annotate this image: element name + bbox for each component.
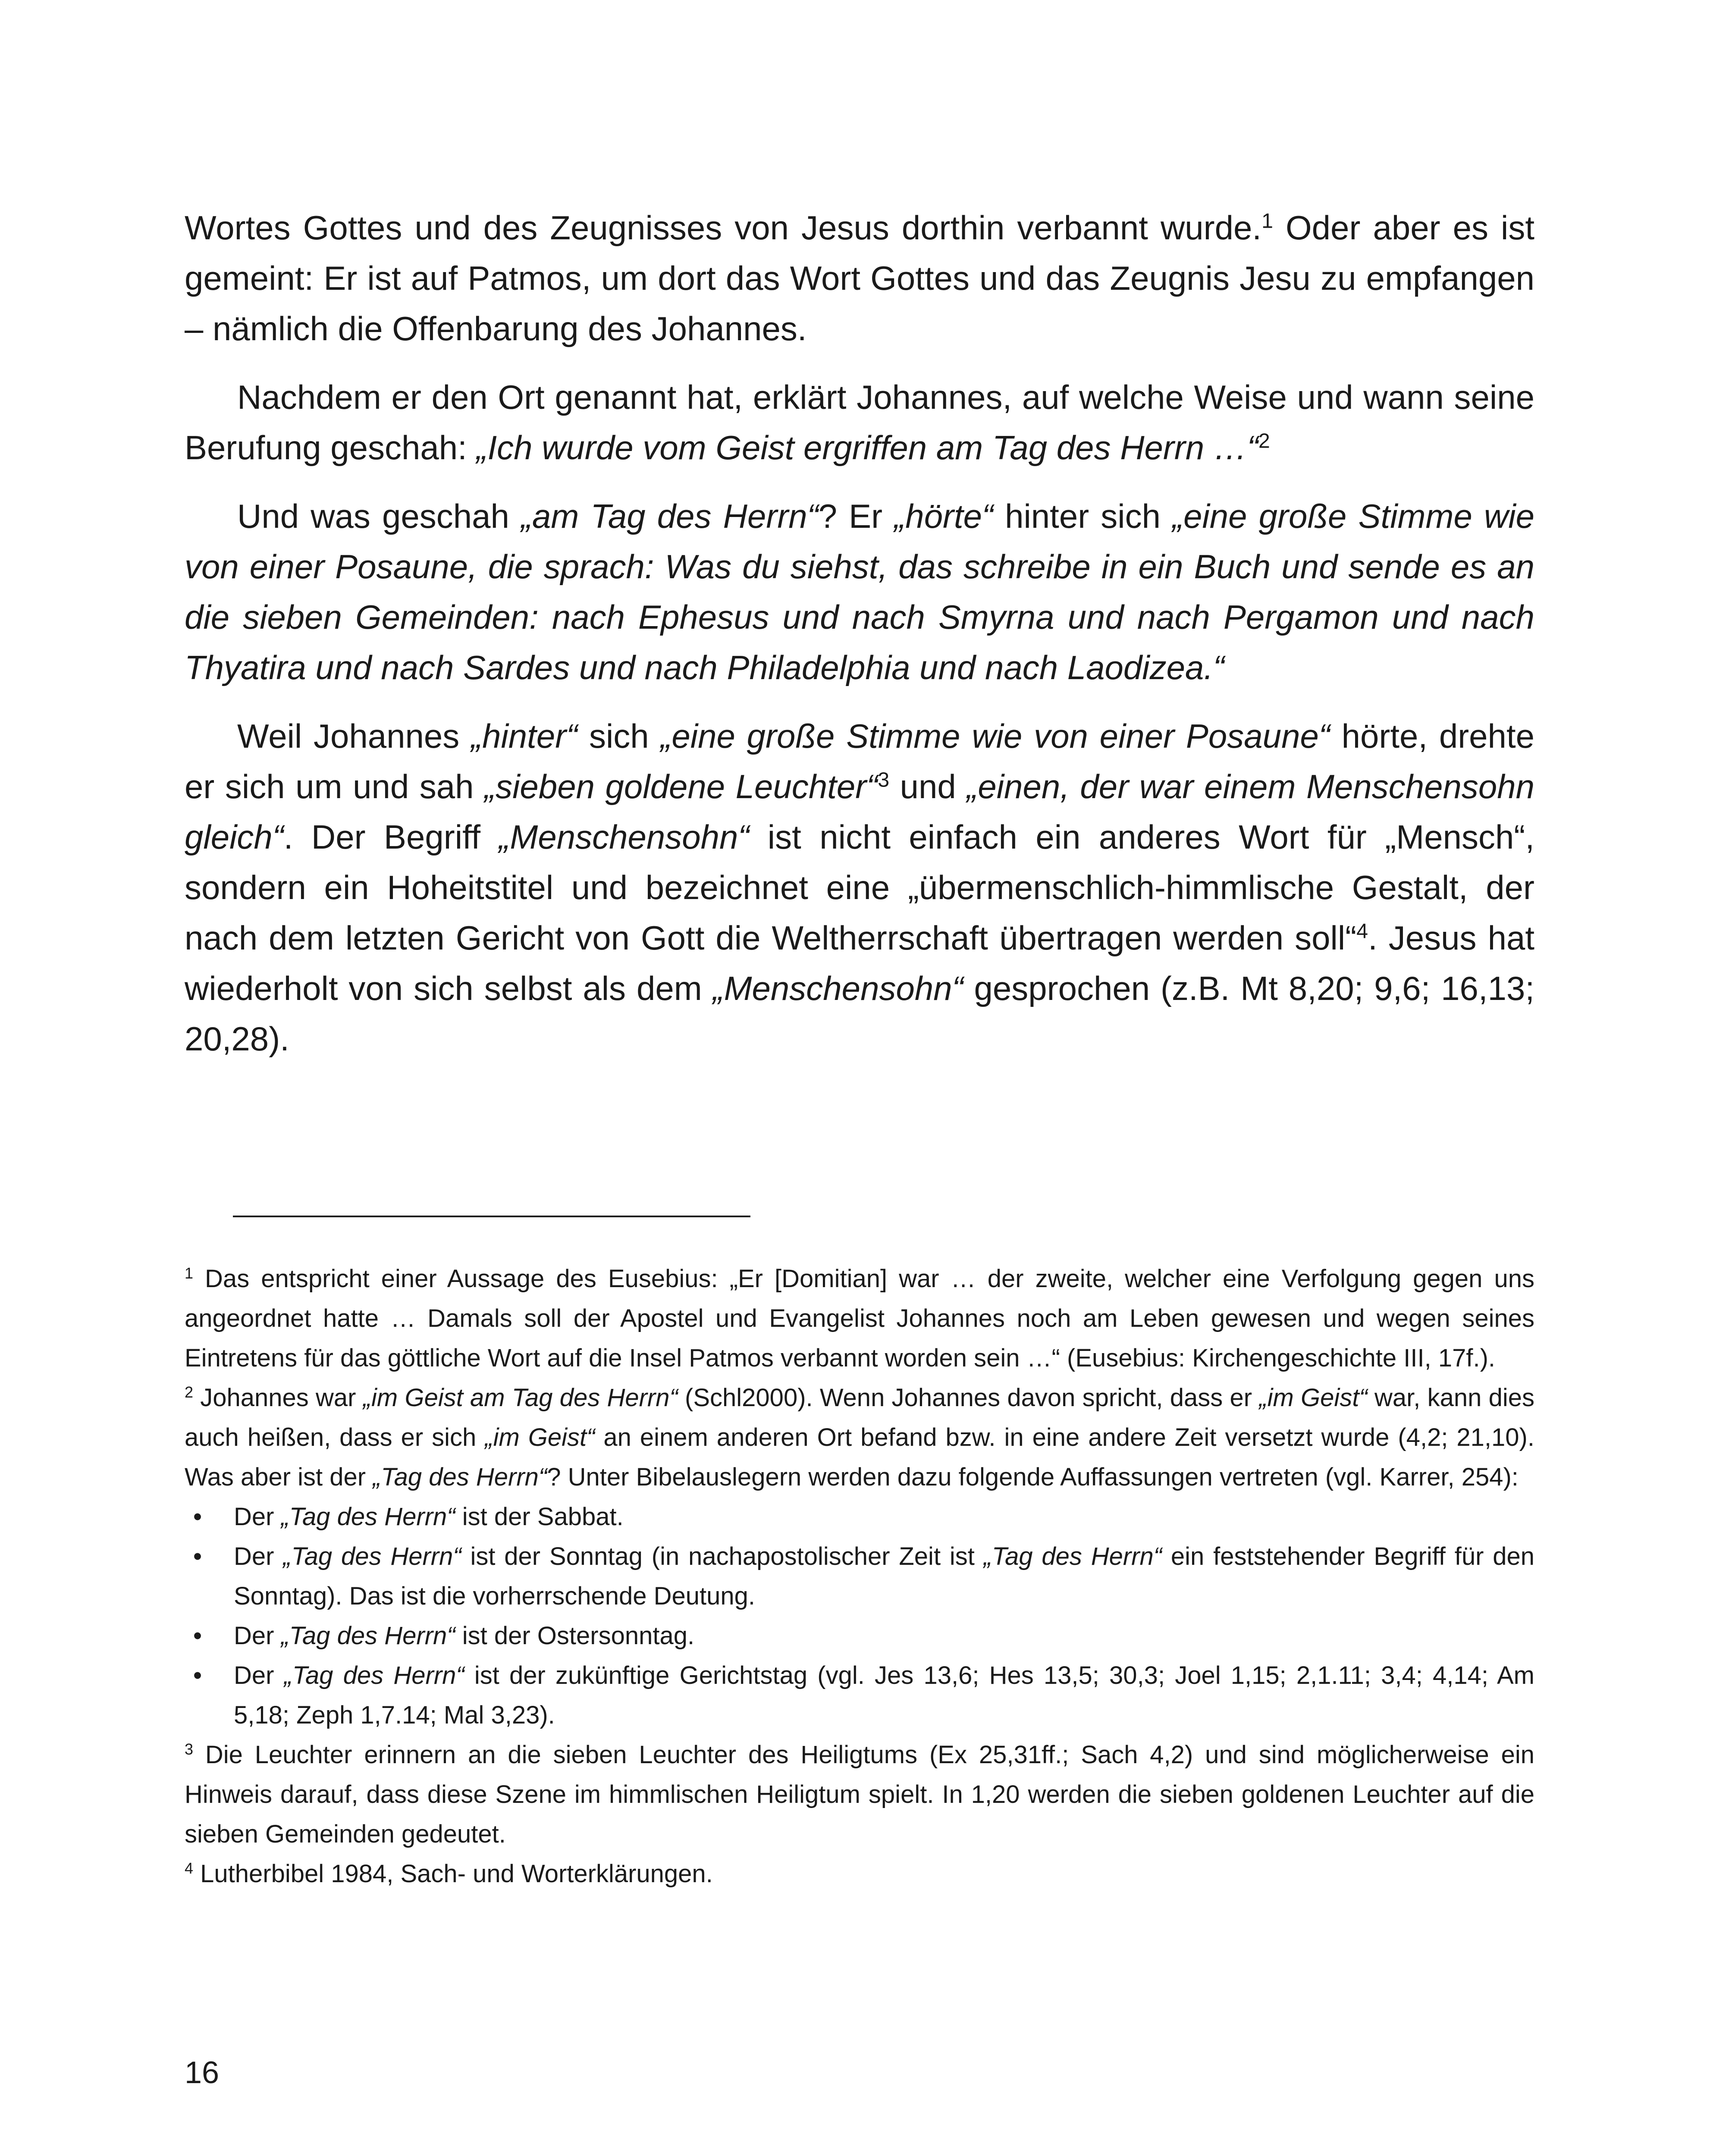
footnote-number: 1 <box>185 1264 193 1282</box>
footnote-ref-4[interactable]: 4 <box>1356 919 1368 943</box>
bible-quote: „Menschensohn“ <box>499 818 750 856</box>
footnote-text: Die Leuchter erinnern an die sieben Leuchter des Heiligtums (Ex 25,31ff.; Sach 4,2) und sind möglicherweise ein Hinweis darauf, dass diese Szene im himmlischen Heiligtum spielt. In 1,20 werden die sieben goldenen Leuchter auf die sieben Gemeinden gedeutet. <box>185 1741 1534 1848</box>
bible-quote: „eine große Stimme wie von einer Posaune, die sprach: Was du siehst, das schreibe in ein Buch und sende es an die sieben Gemeinden: nach Ephesus und nach Smyrna und nach Pergamon und nach Thyatira und nach Sardes und nach Philadelphia und nach Laodizea.“ <box>185 497 1535 686</box>
list-item-text: Der <box>234 1622 281 1650</box>
text-segment: . Jesus hat wiederholt von sich selbst als dem <box>185 919 1535 1007</box>
footnote-number: 2 <box>185 1383 193 1401</box>
footnote-text: Johannes war <box>193 1384 363 1412</box>
bible-quote: „im Geist“ <box>485 1423 595 1451</box>
list-item-text: ist der zukünftige Gerichtstag (vgl. Jes 13,6; Hes 13,5; 30,3; Joel 1,15; 2,1.11; 3,4; 4,14; Am 5,18; Zeph 1,7.14; Mal 3,23). <box>234 1661 1534 1729</box>
list-item <box>185 1616 1534 1656</box>
text-segment: Oder aber es ist gemeint: Er ist auf Patmos, um dort das Wort Gottes und das Zeugnis Jesu zu empfangen – nämlich die Offenbarung des Johannes. <box>185 209 1534 348</box>
bible-quote: „Tag des Herrn“ <box>281 1503 455 1531</box>
bible-quote: „Menschensohn“ <box>712 969 963 1007</box>
footnote-text: (Schl2000). Wenn Johannes davon spricht, dass er <box>678 1384 1259 1412</box>
bible-quote: „Tag des Herrn“ <box>373 1463 547 1491</box>
bullet-icon: • <box>193 1503 202 1531</box>
bible-quote: „Ich wurde vom Geist ergriffen am Tag des Herrn …“ <box>476 429 1258 467</box>
text-segment: gesprochen (z.B. Mt 8,20; 9,6; 16,13; 20,28). <box>185 969 1535 1058</box>
list-item-text: ist der Sonntag (in nachapostolischer Zeit ist <box>461 1542 984 1570</box>
bullet-icon: • <box>193 1661 202 1689</box>
text-segment: hörte, drehte er sich um und sah <box>185 717 1534 805</box>
bible-quote: „Tag des Herrn“ <box>281 1622 455 1650</box>
text-segment: und <box>889 768 967 805</box>
footnotes <box>185 1259 1534 1894</box>
paragraph-4 <box>185 711 1534 1064</box>
bible-quote: „Tag des Herrn“ <box>284 1661 464 1689</box>
list-item <box>185 1656 1534 1735</box>
paragraph-2 <box>185 372 1534 473</box>
list-item-text: ist der Ostersonntag. <box>455 1622 695 1650</box>
bullet-icon: • <box>193 1622 202 1650</box>
bullet-icon: • <box>193 1542 202 1570</box>
footnote-separator <box>233 1216 750 1217</box>
text-segment: ist nicht einfach ein anderes Wort für „Mensch“, sondern ein Hoheitstitel und bezeichnet eine „übermenschlich-himmlische Gestalt, der nach dem letzten Gericht von Gott die Weltherrschaft übertragen werden soll“ <box>185 818 1534 957</box>
text-segment: sich <box>577 717 661 755</box>
footnote-ref-2[interactable]: 2 <box>1258 429 1270 453</box>
text-segment: hinter sich <box>993 497 1173 535</box>
list-item-text: ein feststehender Begriff für den Sonntag). Das ist die vorherrschende Deutung. <box>234 1542 1534 1610</box>
bible-quote: „am Tag des Herrn“ <box>521 497 819 535</box>
bible-quote: „im Geist“ <box>1259 1384 1368 1412</box>
list-item-text: Der <box>234 1503 281 1531</box>
bible-quote: „eine große Stimme wie von einer Posaune“ <box>660 717 1330 755</box>
list-item-text: ist der Sabbat. <box>455 1503 624 1531</box>
text-segment: Nachdem er den Ort genannt hat, erklärt Johannes, auf welche Weise und wann seine Berufung geschah: <box>185 378 1534 467</box>
bible-quote: „im Geist am Tag des Herrn“ <box>363 1384 678 1412</box>
footnote-text: an einem anderen Ort befand bzw. in eine andere Zeit versetzt wurde (4,2; 21,10). Was aber ist der <box>185 1423 1534 1491</box>
bible-quote: „sieben goldene Leuchter“ <box>484 768 878 805</box>
footnote-ref-1[interactable]: 1 <box>1261 209 1273 233</box>
text-segment: Und was geschah <box>237 497 521 535</box>
list-item <box>185 1537 1534 1616</box>
paragraph-3 <box>185 491 1534 693</box>
list-item-text: Der <box>234 1542 283 1570</box>
bible-quote: „Tag des Herrn“ <box>283 1542 461 1570</box>
bible-quote: „hinter“ <box>471 717 578 755</box>
footnote-text: Das entspricht einer Aussage des Eusebius: „Er [Domitian] war … der zweite, welcher eine Verfolgung gegen uns angeordnet hatte … Damals soll der Apostel und Evangelist Johannes noch am Leben gewesen und wegen seines Eintretens für das göttliche Wort auf die Insel Patmos verbannt worden sein …“ (Eusebius: Kirchengeschichte III, 17f.). <box>185 1265 1534 1372</box>
main-text <box>185 203 1534 1082</box>
footnote-2 <box>185 1378 1534 1497</box>
bible-quote: „einen, der war einem Menschensohn gleich“ <box>185 768 1534 856</box>
page-number: 16 <box>185 2056 220 2090</box>
list-item-text: Der <box>234 1661 284 1689</box>
footnote-text: ? Unter Bibelauslegern werden dazu folgende Auffassungen vertreten (vgl. Karrer, 254): <box>547 1463 1519 1491</box>
bible-quote: „Tag des Herrn“ <box>983 1542 1162 1570</box>
list-item <box>185 1497 1534 1537</box>
footnote-number: 3 <box>185 1740 193 1758</box>
footnote-number: 4 <box>185 1859 193 1877</box>
footnote-2-list <box>185 1497 1534 1735</box>
footnote-1 <box>185 1259 1534 1378</box>
text-segment: Wortes Gottes und des Zeugnisses von Jesus dorthin verbannt wurde. <box>185 209 1262 247</box>
footnote-text: war, kann dies auch heißen, dass er sich <box>185 1384 1534 1451</box>
footnote-text: Lutherbibel 1984, Sach- und Worterklärungen. <box>193 1860 713 1888</box>
footnote-ref-3[interactable]: 3 <box>878 768 890 792</box>
text-segment: Weil Johannes <box>237 717 471 755</box>
text-segment: . Der Begriff <box>283 818 499 856</box>
footnote-3 <box>185 1735 1534 1854</box>
text-segment: ? Er <box>818 497 894 535</box>
bible-quote: „hörte“ <box>894 497 993 535</box>
paragraph-1 <box>185 203 1534 354</box>
footnote-4 <box>185 1854 1534 1894</box>
